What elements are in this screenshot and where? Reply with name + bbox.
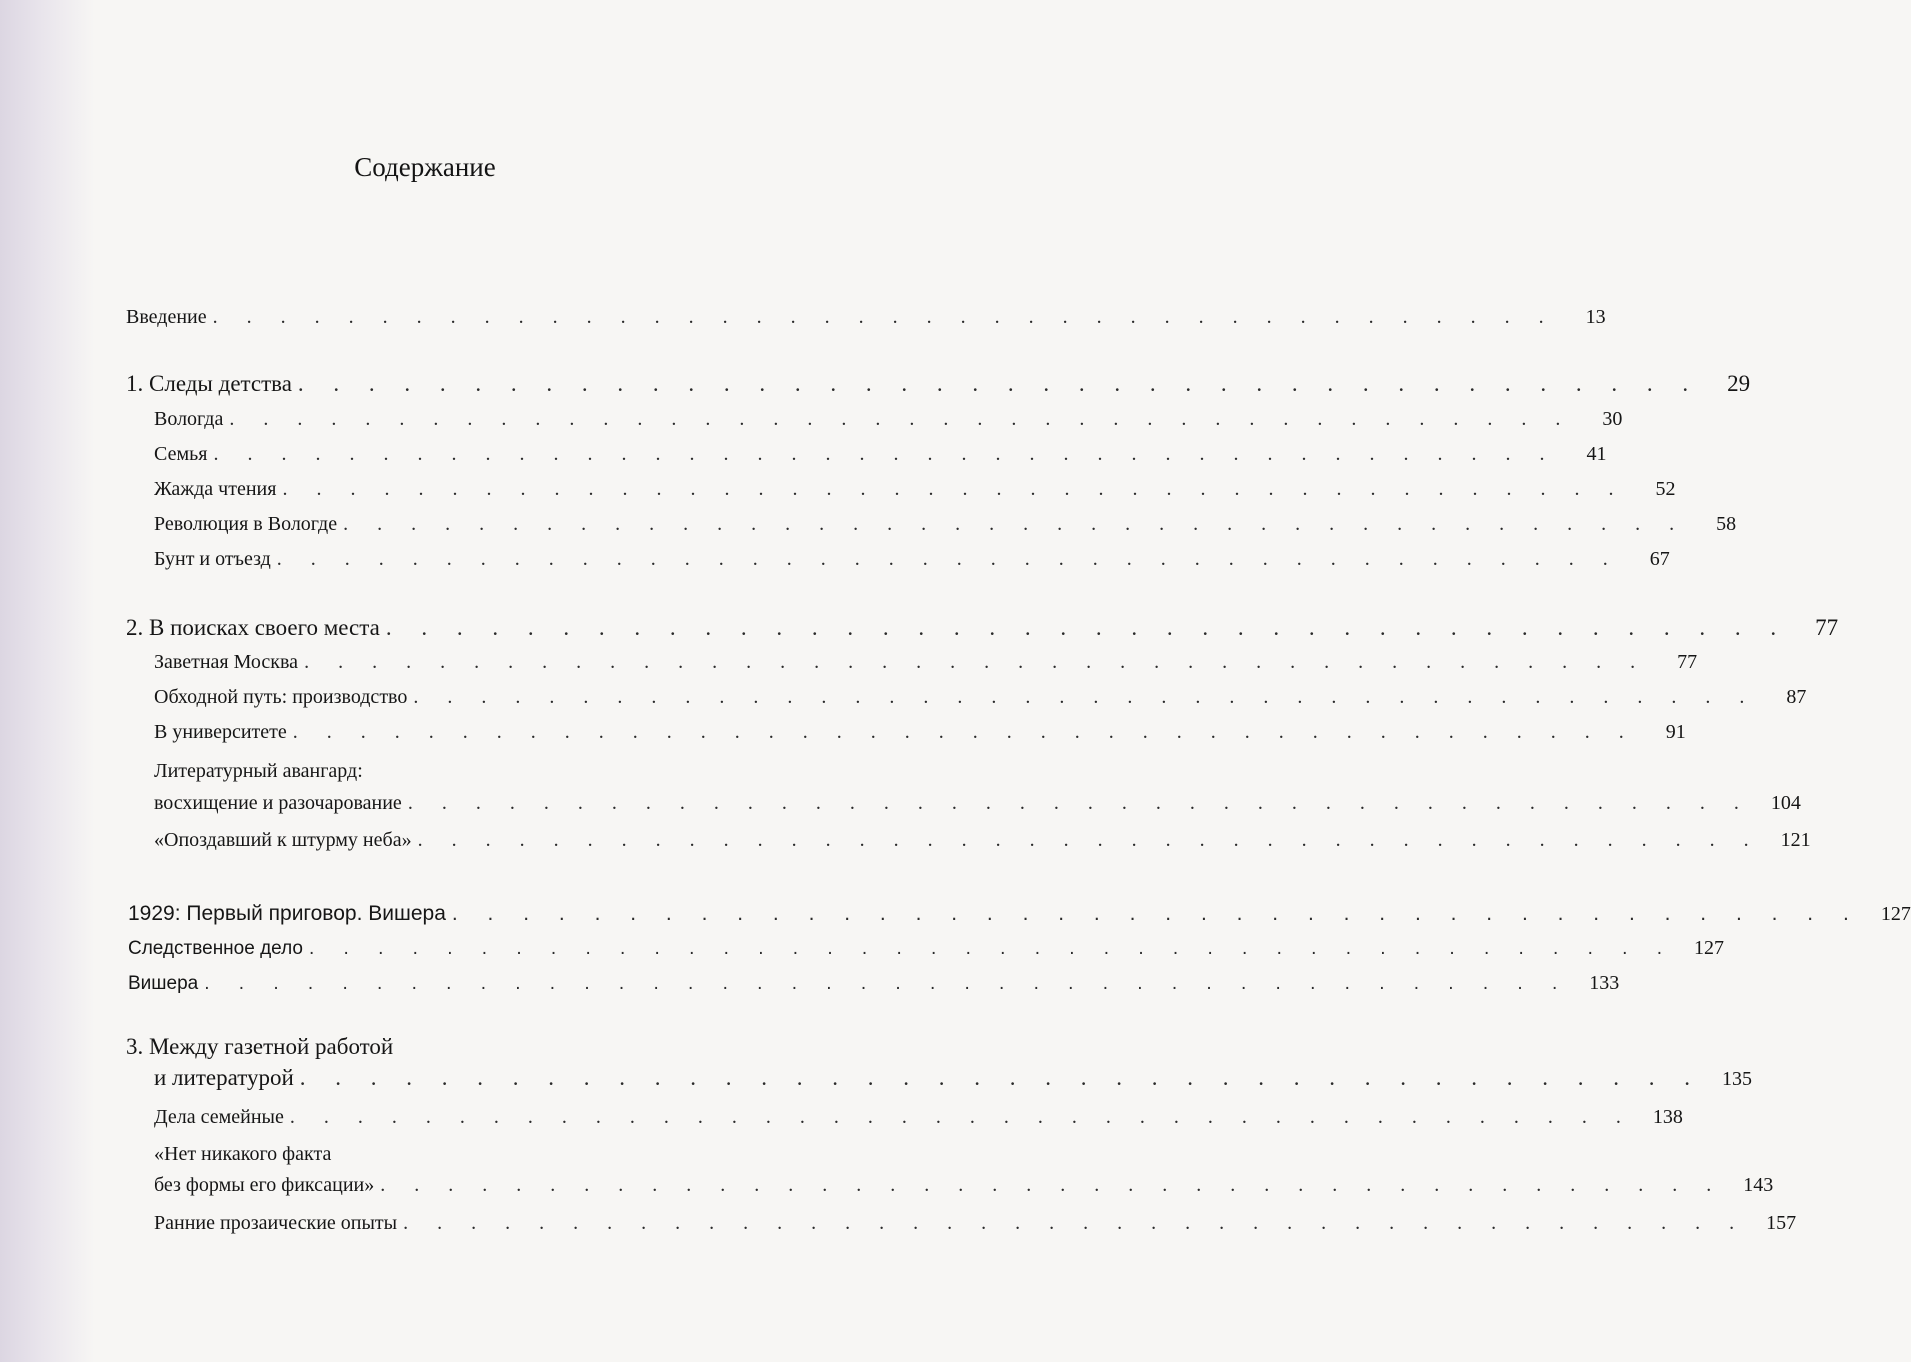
toc-page-number: 67 [1649, 548, 1670, 570]
toc-entry-1929[interactable] [128, 902, 1911, 926]
leader-dots: . . . . . . . . . . . . . . . . . . . . . . . . . . . . . . . . . . . . . . . . [292, 721, 1636, 743]
leader-dots: . . . . . . . . . . . . . . . . . . . . . . . . . . . . . . . . . . . . . . . . [213, 443, 1557, 465]
toc-entry-family-affairs[interactable] [154, 1106, 1683, 1129]
toc-page-number: 127 [1694, 937, 1725, 959]
toc-entry-label: 2. В поисках своего места [126, 615, 380, 640]
leader-dots: . . . . . . . . . . . . . . . . . . . . . . . . . . . . . . . . . . . . . . . . [413, 686, 1757, 708]
leader-dots: . . . . . . . . . . . . . . . . . . . . . . . . . . . . . . . . . . . . . . . . [343, 513, 1687, 535]
leader-dots: . . . . . . . . . . . . . . . . . . . . . . . . . . . . . . . . . . . . . . . . [204, 973, 1570, 994]
toc-entry-label: Дела семейные [154, 1106, 284, 1128]
toc-entry-label: «Опоздавший к штурму неба» [154, 829, 412, 851]
toc-entry-label: Бунт и отъезд [154, 548, 271, 570]
toc-page-number: 52 [1655, 478, 1676, 500]
leader-dots: . . . . . . . . . . . . . . . . . . . . . . . . . . . . . . . . . . . . . . . . [451, 902, 1861, 925]
leader-dots: . . . . . . . . . . . . . . . . . . . . . . . . . . . . . . . . . . . . . . . . [299, 1065, 1703, 1090]
toc-page-number: 138 [1652, 1106, 1683, 1128]
leader-dots: . . . . . . . . . . . . . . . . . . . . . . . . . . . . . . . . . . . . . . . . [304, 651, 1648, 673]
toc-page-number: 121 [1780, 829, 1811, 851]
toc-entry-label: Ранние прозаические опыты [154, 1212, 398, 1234]
toc-page-number: 30 [1602, 408, 1623, 430]
toc-entry-label: В университете [154, 721, 287, 743]
leader-dots: . . . . . . . . . . . . . . . . . . . . . . . . . . . . . . . . . . . . . . . . [385, 615, 1789, 640]
leader-dots: . . . . . . . . . . . . . . . . . . . . . . . . . . . . . . . . . . . . . . . . [229, 408, 1573, 430]
leader-dots: . . . . . . . . . . . . . . . . . . . . . . . . . . . . . . . . . . . . . . . . [276, 548, 1620, 570]
toc-entry-moscow[interactable] [154, 651, 1698, 674]
leader-dots: . . . . . . . . . . . . . . . . . . . . . . . . . . . . . . . . . . . . . . . . [297, 371, 1701, 396]
toc-entry-label: Революция в Вологде [154, 513, 338, 535]
toc-entry-label: Семья [154, 443, 208, 465]
toc-entry-investigation[interactable] [128, 937, 1725, 960]
toc-page-number: 143 [1743, 1174, 1774, 1196]
toc-page-number: 91 [1665, 721, 1686, 743]
toc-entry-label: 1929: Первый приговор. Вишера [128, 902, 446, 925]
toc-entry-reading[interactable] [154, 478, 1676, 501]
toc-entry-latecomer[interactable] [154, 829, 1811, 852]
toc-entry-nofact[interactable] [154, 1174, 1774, 1197]
toc-entry-label: и литературой [154, 1065, 294, 1090]
toc-entry-detour[interactable] [154, 686, 1807, 709]
toc-entry-label: Вишера [128, 973, 199, 994]
page-title: Содержание [354, 152, 496, 182]
toc-page-number: 77 [1815, 615, 1839, 640]
leader-dots: . . . . . . . . . . . . . . . . . . . . . . . . . . . . . . . . . . . . . . . . [380, 1174, 1724, 1196]
leader-dots: . . . . . . . . . . . . . . . . . . . . . . . . . . . . . . . . . . . . . . . . [282, 478, 1626, 500]
toc-page-number: 135 [1722, 1068, 1753, 1090]
toc-page-number: 127 [1880, 903, 1911, 925]
toc-entry-label: Заветная Москва [154, 651, 299, 673]
toc-entry-nofact-line1: «Нет никакого факта [154, 1143, 332, 1165]
toc-entry-avantgarde-line1: Литературный авангард: [154, 760, 363, 782]
toc-page-number: 77 [1677, 651, 1698, 673]
toc-entry-label: Следственное дело [128, 938, 303, 959]
leader-dots: . . . . . . . . . . . . . . . . . . . . . . . . . . . . . . . . . . . . . . . . [407, 792, 1751, 814]
toc-page-number: 157 [1766, 1212, 1797, 1234]
toc-entry-label: восхищение и разочарование [154, 792, 402, 814]
toc-entry-family[interactable] [154, 443, 1607, 466]
toc-entry-chapter-2[interactable] [126, 615, 1839, 641]
toc-page-number: 133 [1589, 972, 1620, 994]
toc-entry-label: Обходной путь: производство [154, 686, 408, 708]
toc-entry-prose[interactable] [154, 1212, 1797, 1235]
toc-page-number: 41 [1586, 443, 1607, 465]
leader-dots: . . . . . . . . . . . . . . . . . . . . . . . . . . . . . . . . . . . . . . . . [403, 1212, 1747, 1234]
toc-entry-revolt[interactable] [154, 548, 1670, 571]
toc-entry-university[interactable] [154, 721, 1686, 744]
toc-entry-intro[interactable] [126, 306, 1606, 329]
toc-entry-label: 1. Следы детства [126, 371, 292, 396]
page-edge-shadow [0, 0, 95, 1362]
leader-dots: . . . . . . . . . . . . . . . . . . . . . . . . . . . . . . . . . . . . . . . . [289, 1106, 1633, 1128]
toc-entry-revolution[interactable] [154, 513, 1737, 536]
toc-entry-label: без формы его фиксации» [154, 1174, 375, 1196]
toc-entry-chapter-3-line1: 3. Между газетной работой [126, 1034, 394, 1059]
leader-dots: . . . . . . . . . . . . . . . . . . . . . . . . . . . . . . . . . . . . . . . . [212, 306, 1556, 328]
toc-entry-label: Жажда чтения [154, 478, 277, 500]
toc-page-number: 104 [1770, 792, 1801, 814]
toc-entry-vishera[interactable] [128, 972, 1620, 995]
toc-entry-label: Введение [126, 306, 207, 328]
leader-dots: . . . . . . . . . . . . . . . . . . . . . . . . . . . . . . . . . . . . . . . . [308, 938, 1675, 959]
toc-page-number: 13 [1585, 306, 1606, 328]
toc-page-number: 29 [1727, 371, 1751, 396]
toc-entry-chapter-1[interactable] [126, 371, 1751, 397]
toc-entry-chapter-3[interactable] [154, 1065, 1753, 1091]
toc-entry-avantgarde[interactable] [154, 792, 1801, 815]
toc-page-number: 58 [1716, 513, 1737, 535]
leader-dots: . . . . . . . . . . . . . . . . . . . . . . . . . . . . . . . . . . . . . . . . [417, 829, 1761, 851]
toc-entry-vologda[interactable] [154, 408, 1623, 431]
toc-page-number: 87 [1786, 686, 1807, 708]
toc-entry-label: Вологда [154, 408, 224, 430]
